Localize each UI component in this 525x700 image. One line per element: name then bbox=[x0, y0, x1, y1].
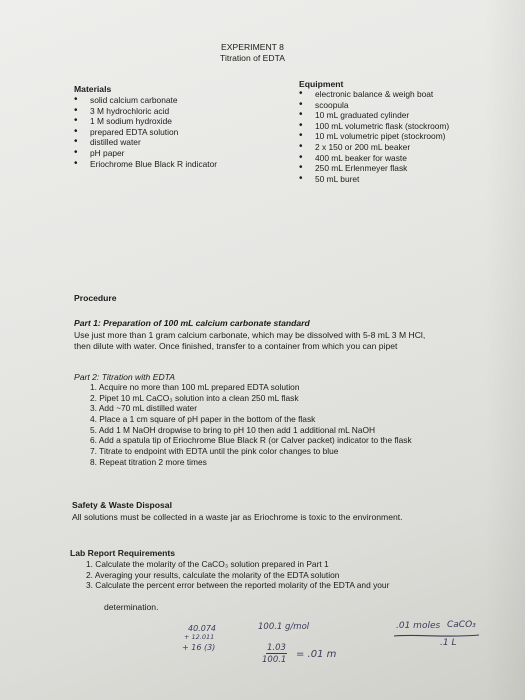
handwritten-fraction-line bbox=[393, 633, 481, 639]
handwritten-note: .1 L bbox=[440, 638, 457, 648]
materials-item: • distilled water bbox=[74, 137, 217, 148]
materials-item: • 1 M sodium hydroxide bbox=[74, 116, 217, 127]
report-heading: Lab Report Requirements bbox=[70, 548, 176, 558]
part1-title: Part 1: Preparation of 100 mL calcium carbonate standard bbox=[74, 318, 310, 328]
page-edge-shadow bbox=[485, 0, 525, 700]
equipment-item: • 2 x 150 or 200 mL beaker bbox=[299, 142, 449, 153]
handwritten-note: CaCO₃ bbox=[447, 620, 476, 630]
procedure-step: 2. Pipet 10 mL CaCO₃ solution into a clean 250 mL flask bbox=[90, 392, 299, 403]
handwritten-note: + 12.011 bbox=[184, 633, 215, 641]
handwritten-note: 100.1 bbox=[262, 655, 287, 665]
procedure-step: 6. Add a spatula tip of Eriochrome Blue Black R (or Calver packet) indicator to the flask bbox=[90, 435, 412, 446]
handwritten-note: .01 moles bbox=[396, 621, 441, 631]
equipment-item: • 250 mL Erlenmeyer flask bbox=[299, 163, 449, 174]
report-item: 1. Calculate the molarity of the CaCO₃ solution prepared in Part 1 bbox=[86, 559, 329, 569]
handwritten-note: = .01 m bbox=[296, 649, 337, 660]
procedure-step: 7. Titrate to endpoint with EDTA until the pink color changes to blue bbox=[90, 446, 339, 457]
equipment-item: • 400 mL beaker for waste bbox=[299, 153, 449, 164]
part2-title: Part 2: Titration with EDTA bbox=[74, 372, 176, 382]
report-item: 2. Averaging your results, calculate the molarity of the EDTA solution bbox=[86, 569, 340, 580]
report-item3-continuation: determination. bbox=[104, 602, 159, 612]
safety-text: All solutions must be collected in a waste jar as Eriochrome is toxic to the environment. bbox=[72, 512, 403, 522]
part2-steps bbox=[90, 382, 412, 468]
safety-heading: Safety & Waste Disposal bbox=[72, 500, 172, 510]
part1-text-line1: Use just more than 1 gram calcium carbonate, which may be dissolved with 5-8 mL 3 M HCl, bbox=[74, 330, 426, 340]
materials-item: • 3 M hydrochloric acid bbox=[74, 106, 217, 117]
equipment-list bbox=[299, 89, 449, 184]
procedure-step: 4. Place a 1 cm square of pH paper in the bottom of the flask bbox=[90, 414, 316, 425]
page-title: Titration of EDTA bbox=[220, 53, 285, 63]
equipment-item: • 10 mL volumetric pipet (stockroom) bbox=[299, 131, 449, 142]
procedure-heading: Procedure bbox=[74, 293, 117, 303]
handwritten-note: 40.074 bbox=[188, 624, 216, 633]
procedure-step: 8. Repeat titration 2 more times bbox=[90, 456, 207, 467]
materials-list bbox=[74, 95, 217, 169]
handwritten-note: 1.03 bbox=[267, 643, 286, 653]
procedure-step: 1. Acquire no more than 100 mL prepared EDTA solution bbox=[90, 382, 300, 392]
materials-item: • solid calcium carbonate bbox=[74, 95, 217, 106]
equipment-item: • scoopula bbox=[299, 100, 449, 111]
report-item: 3. Calculate the percent error between the reported molarity of the EDTA and your bbox=[86, 580, 390, 591]
equipment-heading: Equipment bbox=[299, 79, 344, 89]
equipment-item: • 100 mL volumetric flask (stockroom) bbox=[299, 121, 449, 132]
report-requirements bbox=[86, 559, 389, 591]
equipment-item: • 10 mL graduated cylinder bbox=[299, 110, 449, 121]
handwritten-note: 100.1 g/mol bbox=[258, 622, 310, 632]
procedure-step: 5. Add 1 M NaOH dropwise to bring to pH 10 then add 1 additional mL NaOH bbox=[90, 424, 376, 435]
materials-item: • prepared EDTA solution bbox=[74, 127, 217, 138]
equipment-item: • 50 mL buret bbox=[299, 174, 449, 185]
materials-heading: Materials bbox=[74, 84, 112, 94]
materials-item: • pH paper bbox=[74, 148, 217, 159]
materials-item: • Eriochrome Blue Black R indicator bbox=[74, 159, 217, 170]
equipment-item: • electronic balance & weigh boat bbox=[299, 89, 449, 100]
procedure-step: 3. Add ~70 mL distilled water bbox=[90, 403, 197, 414]
experiment-number: EXPERIMENT 8 bbox=[221, 42, 284, 52]
part1-text-line2: then dilute with water. Once finished, transfer to a container from which you can pipet bbox=[74, 341, 398, 351]
handwritten-note: + 16 (3) bbox=[182, 643, 216, 652]
